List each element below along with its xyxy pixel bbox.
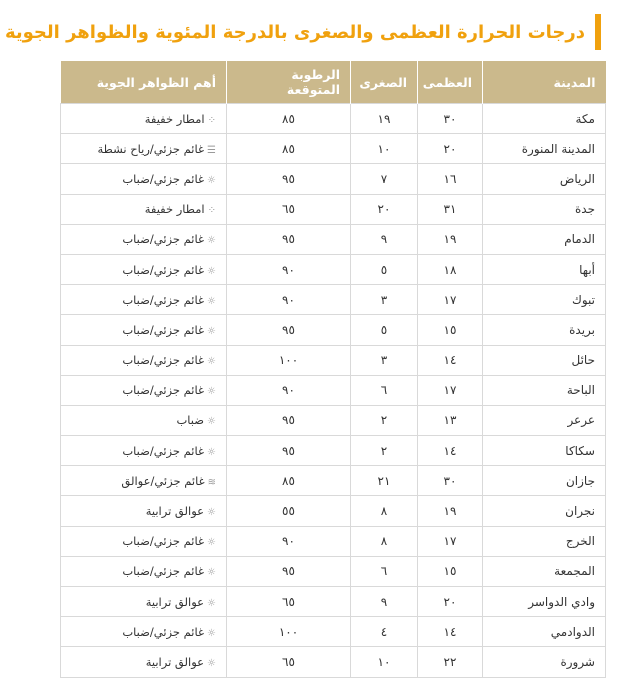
page-title: درجات الحرارة العظمى والصغرى بالدرجة المئوية والظواهر الجوية — [4, 21, 585, 43]
table-row — [61, 617, 606, 647]
table-row — [61, 104, 606, 134]
humidity-cell: ١٠٠ — [227, 617, 351, 647]
table-row — [61, 436, 606, 466]
humidity-cell: ٩٠ — [227, 285, 351, 315]
table-row — [61, 224, 606, 254]
max-temp-cell: ١٥ — [418, 315, 483, 345]
phenomenon-text: غائم جزئي/ضباب — [122, 443, 205, 458]
sun-cloud-icon: ☼ — [207, 325, 216, 337]
rain-icon: ⁘ — [207, 205, 216, 217]
min-temp-cell: ٩ — [351, 224, 418, 254]
min-temp-cell: ٦ — [351, 375, 418, 405]
humidity-cell: ٩٠ — [227, 254, 351, 284]
sun-cloud-icon: ☼ — [207, 416, 216, 428]
humidity-cell: ٨٥ — [227, 104, 351, 134]
table-row — [61, 496, 606, 526]
sun-cloud-icon: ☼ — [207, 507, 216, 519]
max-temp-cell: ١٩ — [418, 496, 483, 526]
phenomenon-cell — [61, 436, 227, 466]
max-temp-cell: ١٦ — [418, 164, 483, 194]
phenomenon-text: غائم جزئي/ضباب — [122, 383, 205, 398]
table-row — [61, 526, 606, 556]
phenomenon-cell — [61, 375, 227, 405]
phenomenon-text: غائم جزئي/ضباب — [122, 534, 205, 549]
phenomenon-cell — [61, 134, 227, 164]
phenomenon-text: امطار خفيفة — [144, 202, 205, 217]
table-row — [61, 315, 606, 345]
min-temp-cell: ٧ — [351, 164, 418, 194]
sun-cloud-icon: ☼ — [207, 627, 216, 639]
city-cell: الدوادمي — [483, 617, 606, 647]
min-temp-cell: ١٠ — [351, 134, 418, 164]
min-temp-cell: ٢ — [351, 436, 418, 466]
phenomenon-text: امطار خفيفة — [144, 111, 205, 126]
phenomenon-cell — [61, 405, 227, 435]
table-row — [61, 134, 606, 164]
table-row — [61, 647, 606, 677]
max-temp-cell: ١٧ — [418, 375, 483, 405]
sun-cloud-icon: ☼ — [207, 235, 216, 247]
city-cell: جازان — [483, 466, 606, 496]
min-temp-cell: ٢٠ — [351, 194, 418, 224]
city-cell: المجمعة — [483, 556, 606, 586]
min-temp-cell: ٣ — [351, 345, 418, 375]
humidity-cell: ٩٠ — [227, 526, 351, 556]
phenomenon-cell — [61, 104, 227, 134]
phenomenon-text: غائم جزئي/ضباب — [122, 292, 205, 307]
city-cell: حائل — [483, 345, 606, 375]
humidity-cell: ٨٥ — [227, 466, 351, 496]
humidity-cell: ٥٥ — [227, 496, 351, 526]
humidity-cell: ٩٠ — [227, 375, 351, 405]
phenomenon-text: غائم جزئي/عوالق — [121, 473, 205, 488]
phenomenon-text: عوالق ترابية — [145, 594, 205, 609]
city-cell: وادي الدواسر — [483, 587, 606, 617]
phenomenon-text: غائم جزئي/ضباب — [122, 262, 205, 277]
header-max: العظمى — [418, 61, 483, 104]
city-cell: الباحة — [483, 375, 606, 405]
city-cell: سكاكا — [483, 436, 606, 466]
haze-icon: ≋ — [207, 476, 216, 488]
header-humidity: الرطوبة المتوقعة — [227, 61, 351, 104]
phenomenon-cell — [61, 194, 227, 224]
phenomenon-cell — [61, 526, 227, 556]
sun-cloud-icon: ☼ — [207, 657, 216, 669]
max-temp-cell: ١٨ — [418, 254, 483, 284]
phenomenon-cell — [61, 466, 227, 496]
phenomenon-cell — [61, 285, 227, 315]
humidity-cell: ٩٥ — [227, 164, 351, 194]
max-temp-cell: ١٥ — [418, 556, 483, 586]
max-temp-cell: ١٤ — [418, 436, 483, 466]
city-cell: نجران — [483, 496, 606, 526]
sun-cloud-icon: ☼ — [207, 567, 216, 579]
min-temp-cell: ٣ — [351, 285, 418, 315]
max-temp-cell: ١٤ — [418, 345, 483, 375]
max-temp-cell: ٣١ — [418, 194, 483, 224]
humidity-cell: ٦٥ — [227, 194, 351, 224]
phenomenon-text: غائم جزئي/ضباب — [122, 564, 205, 579]
phenomenon-text: غائم جزئي/ضباب — [122, 171, 205, 186]
city-cell: تبوك — [483, 285, 606, 315]
weather-table — [60, 61, 606, 678]
humidity-cell: ٩٥ — [227, 436, 351, 466]
phenomenon-cell — [61, 315, 227, 345]
table-row — [61, 556, 606, 586]
city-cell: جدة — [483, 194, 606, 224]
table-row — [61, 587, 606, 617]
table-body — [61, 104, 606, 678]
table-row — [61, 466, 606, 496]
min-temp-cell: ٩ — [351, 587, 418, 617]
city-cell: شرورة — [483, 647, 606, 677]
table-row — [61, 194, 606, 224]
phenomenon-cell — [61, 496, 227, 526]
header-city: المدينة — [483, 61, 606, 104]
page-title-block — [5, 14, 601, 50]
max-temp-cell: ١٩ — [418, 224, 483, 254]
humidity-cell: ١٠٠ — [227, 345, 351, 375]
city-cell: أبها — [483, 254, 606, 284]
table-row — [61, 164, 606, 194]
city-cell: الدمام — [483, 224, 606, 254]
table-row — [61, 405, 606, 435]
min-temp-cell: ٥ — [351, 254, 418, 284]
phenomenon-cell — [61, 164, 227, 194]
max-temp-cell: ١٧ — [418, 526, 483, 556]
phenomenon-text: عوالق ترابية — [145, 504, 205, 519]
sun-cloud-icon: ☼ — [207, 446, 216, 458]
city-cell: المدينة المنورة — [483, 134, 606, 164]
rain-icon: ⁘ — [207, 114, 216, 126]
city-cell: الخرج — [483, 526, 606, 556]
table-row — [61, 345, 606, 375]
humidity-cell: ٩٥ — [227, 405, 351, 435]
sun-cloud-icon: ☼ — [207, 537, 216, 549]
phenomenon-cell — [61, 647, 227, 677]
phenomenon-text: غائم جزئي/ضباب — [122, 232, 205, 247]
max-temp-cell: ٢٠ — [418, 134, 483, 164]
max-temp-cell: ١٤ — [418, 617, 483, 647]
sun-cloud-icon: ☼ — [207, 174, 216, 186]
sun-cloud-icon: ☼ — [207, 597, 216, 609]
phenomenon-text: غائم جزئي/ضباب — [122, 624, 205, 639]
table-row — [61, 375, 606, 405]
header-min: الصغرى — [351, 61, 418, 104]
min-temp-cell: ١٠ — [351, 647, 418, 677]
phenomenon-text: ضباب — [176, 413, 205, 428]
city-cell: بريدة — [483, 315, 606, 345]
phenomenon-text: غائم جزئي/رياح نشطة — [97, 141, 205, 156]
sun-cloud-icon: ☼ — [207, 356, 216, 368]
sun-cloud-icon: ☼ — [207, 386, 216, 398]
header-phenomenon: أهم الظواهر الجوية — [61, 61, 227, 104]
max-temp-cell: ٢٢ — [418, 647, 483, 677]
table-header-row — [61, 61, 606, 104]
min-temp-cell: ٨ — [351, 526, 418, 556]
min-temp-cell: ٤ — [351, 617, 418, 647]
phenomenon-cell — [61, 345, 227, 375]
title-accent-bar — [595, 14, 601, 50]
min-temp-cell: ٨ — [351, 496, 418, 526]
table-row — [61, 254, 606, 284]
phenomenon-cell — [61, 224, 227, 254]
sun-cloud-icon: ☼ — [207, 265, 216, 277]
min-temp-cell: ٢ — [351, 405, 418, 435]
max-temp-cell: ٢٠ — [418, 587, 483, 617]
wind-icon: ☰ — [207, 144, 216, 156]
min-temp-cell: ٥ — [351, 315, 418, 345]
max-temp-cell: ١٧ — [418, 285, 483, 315]
min-temp-cell: ٦ — [351, 556, 418, 586]
humidity-cell: ٩٥ — [227, 315, 351, 345]
sun-cloud-icon: ☼ — [207, 295, 216, 307]
humidity-cell: ٨٥ — [227, 134, 351, 164]
max-temp-cell: ١٣ — [418, 405, 483, 435]
city-cell: مكة — [483, 104, 606, 134]
phenomenon-cell — [61, 617, 227, 647]
phenomenon-text: عوالق ترابية — [145, 654, 205, 669]
phenomenon-cell — [61, 254, 227, 284]
city-cell: الرياض — [483, 164, 606, 194]
max-temp-cell: ٣٠ — [418, 104, 483, 134]
min-temp-cell: ٢١ — [351, 466, 418, 496]
phenomenon-cell — [61, 587, 227, 617]
humidity-cell: ٦٥ — [227, 647, 351, 677]
phenomenon-cell — [61, 556, 227, 586]
max-temp-cell: ٣٠ — [418, 466, 483, 496]
phenomenon-text: غائم جزئي/ضباب — [122, 322, 205, 337]
min-temp-cell: ١٩ — [351, 104, 418, 134]
table-row — [61, 285, 606, 315]
city-cell: عرعر — [483, 405, 606, 435]
humidity-cell: ٩٥ — [227, 224, 351, 254]
humidity-cell: ٦٥ — [227, 587, 351, 617]
humidity-cell: ٩٥ — [227, 556, 351, 586]
phenomenon-text: غائم جزئي/ضباب — [122, 353, 205, 368]
